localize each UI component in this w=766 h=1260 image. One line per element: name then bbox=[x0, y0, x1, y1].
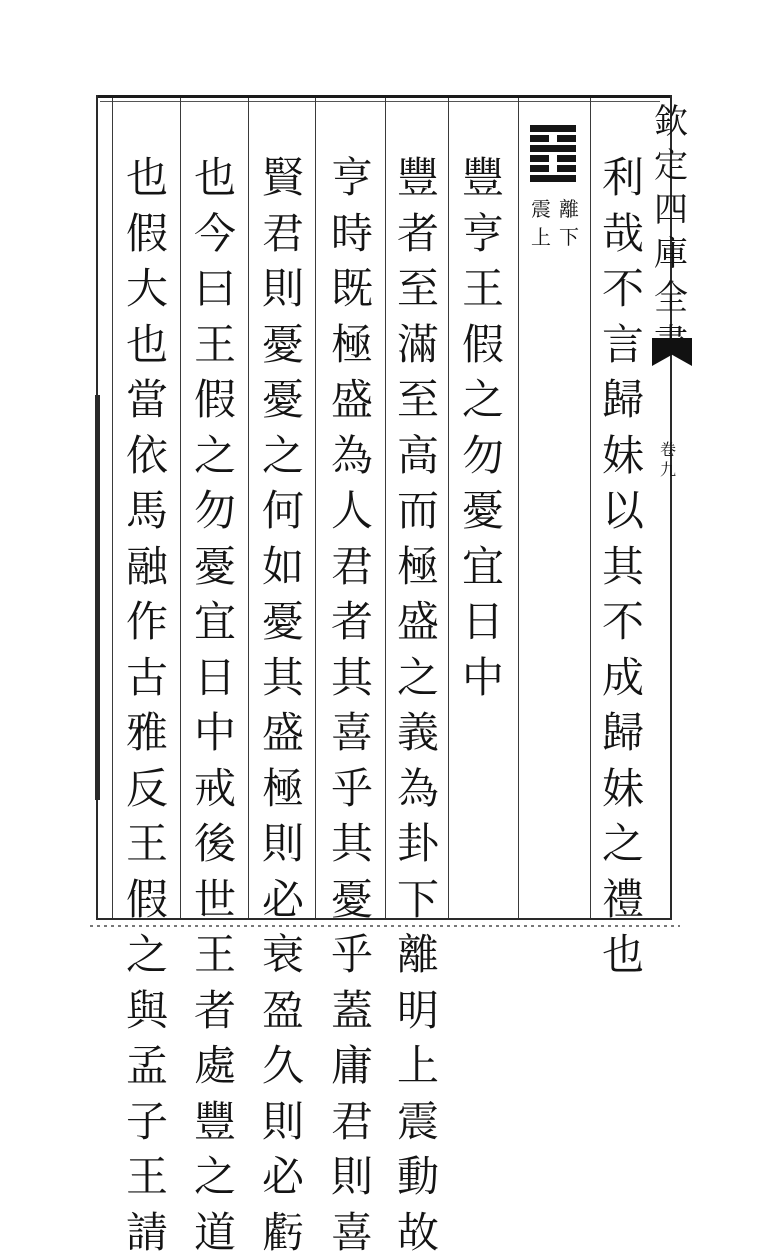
glyph: 之 bbox=[190, 1149, 240, 1205]
glyph: 時 bbox=[327, 206, 377, 262]
glyph: 久 bbox=[258, 1038, 308, 1094]
glyph: 作 bbox=[122, 594, 172, 650]
glyph: 其 bbox=[327, 816, 377, 872]
glyph: 歸 bbox=[598, 372, 648, 428]
glyph: 成 bbox=[598, 650, 648, 706]
margin-volume-number bbox=[655, 440, 681, 480]
glyph: 妹 bbox=[598, 428, 648, 484]
glyph: 後 bbox=[190, 816, 240, 872]
glyph: 蓋 bbox=[327, 983, 377, 1039]
glyph: 動 bbox=[393, 1149, 443, 1205]
glyph: 四 bbox=[650, 188, 692, 232]
glyph: 亨 bbox=[458, 206, 508, 262]
glyph: 不 bbox=[598, 261, 648, 317]
upper-trigram-label bbox=[528, 195, 554, 251]
glyph: 豐 bbox=[458, 150, 508, 206]
glyph: 盛 bbox=[258, 705, 308, 761]
glyph: 何 bbox=[258, 483, 308, 539]
glyph: 為 bbox=[327, 428, 377, 484]
glyph: 者 bbox=[393, 206, 443, 262]
glyph: 處 bbox=[190, 1038, 240, 1094]
glyph: 極 bbox=[327, 317, 377, 373]
column-rule bbox=[248, 98, 249, 918]
text-column-1 bbox=[598, 150, 648, 983]
glyph: 之 bbox=[258, 428, 308, 484]
glyph: 憂 bbox=[327, 872, 377, 928]
glyph: 庫 bbox=[650, 232, 692, 276]
glyph: 假 bbox=[122, 206, 172, 262]
glyph: 雅 bbox=[122, 705, 172, 761]
glyph: 其 bbox=[598, 539, 648, 595]
glyph: 勿 bbox=[458, 428, 508, 484]
glyph: 古 bbox=[122, 650, 172, 706]
glyph: 離 bbox=[556, 195, 582, 223]
glyph: 曰 bbox=[190, 261, 240, 317]
glyph: 盛 bbox=[393, 594, 443, 650]
frame-top-inner-rule bbox=[100, 101, 660, 102]
glyph: 者 bbox=[190, 983, 240, 1039]
column-rule bbox=[385, 98, 386, 918]
glyph: 反 bbox=[122, 761, 172, 817]
lower-trigram-label bbox=[556, 195, 582, 251]
glyph: 孟 bbox=[122, 1038, 172, 1094]
glyph: 高 bbox=[393, 428, 443, 484]
glyph: 其 bbox=[258, 650, 308, 706]
glyph: 喜 bbox=[327, 1205, 377, 1260]
glyph: 利 bbox=[598, 150, 648, 206]
column-rule bbox=[518, 98, 519, 918]
glyph: 假 bbox=[190, 372, 240, 428]
hexagram-solid-line bbox=[530, 175, 576, 182]
glyph: 以 bbox=[598, 483, 648, 539]
glyph: 日 bbox=[458, 594, 508, 650]
glyph: 憂 bbox=[258, 594, 308, 650]
glyph: 義 bbox=[393, 705, 443, 761]
glyph: 其 bbox=[327, 650, 377, 706]
glyph: 震 bbox=[528, 195, 554, 223]
column-rule bbox=[590, 98, 591, 918]
glyph: 也 bbox=[122, 317, 172, 373]
glyph: 王 bbox=[190, 927, 240, 983]
glyph: 欽 bbox=[650, 100, 692, 144]
hexagram-broken-line bbox=[557, 135, 576, 142]
glyph: 至 bbox=[393, 372, 443, 428]
frame-bottom-border bbox=[96, 918, 671, 920]
glyph: 全 bbox=[650, 276, 692, 320]
frame-left-thick-bar bbox=[95, 395, 100, 800]
glyph: 滿 bbox=[393, 317, 443, 373]
glyph: 王 bbox=[190, 317, 240, 373]
glyph: 憂 bbox=[258, 372, 308, 428]
glyph: 哉 bbox=[598, 206, 648, 262]
glyph: 也 bbox=[122, 150, 172, 206]
glyph: 君 bbox=[327, 539, 377, 595]
hexagram-solid-line bbox=[530, 145, 576, 152]
text-column-8 bbox=[122, 150, 172, 1260]
glyph: 禮 bbox=[598, 872, 648, 928]
glyph: 之 bbox=[393, 650, 443, 706]
glyph: 則 bbox=[258, 816, 308, 872]
glyph: 世 bbox=[190, 872, 240, 928]
column-rule bbox=[448, 98, 449, 918]
hexagram-broken-line bbox=[530, 165, 549, 172]
glyph: 則 bbox=[258, 1094, 308, 1150]
glyph: 為 bbox=[393, 761, 443, 817]
glyph: 不 bbox=[598, 594, 648, 650]
glyph: 今 bbox=[190, 206, 240, 262]
glyph: 勿 bbox=[190, 483, 240, 539]
glyph: 則 bbox=[258, 261, 308, 317]
glyph: 乎 bbox=[327, 761, 377, 817]
hexagram-broken-line bbox=[557, 155, 576, 162]
glyph: 極 bbox=[393, 539, 443, 595]
glyph: 請 bbox=[122, 1205, 172, 1260]
glyph: 賢 bbox=[258, 150, 308, 206]
glyph: 歸 bbox=[598, 705, 648, 761]
glyph: 憂 bbox=[258, 317, 308, 373]
column-rule bbox=[315, 98, 316, 918]
glyph: 衰 bbox=[258, 927, 308, 983]
frame-bottom-dotted-rule bbox=[90, 925, 680, 927]
glyph: 至 bbox=[393, 261, 443, 317]
glyph: 之 bbox=[598, 816, 648, 872]
glyph: 當 bbox=[122, 372, 172, 428]
glyph: 明 bbox=[393, 983, 443, 1039]
glyph: 卷 bbox=[660, 440, 676, 460]
glyph: 妹 bbox=[598, 761, 648, 817]
glyph: 也 bbox=[598, 927, 648, 983]
glyph: 既 bbox=[327, 261, 377, 317]
glyph: 豐 bbox=[393, 150, 443, 206]
glyph: 盈 bbox=[258, 983, 308, 1039]
glyph: 九 bbox=[660, 460, 676, 480]
glyph: 喜 bbox=[327, 705, 377, 761]
glyph: 人 bbox=[327, 483, 377, 539]
glyph: 宜 bbox=[458, 539, 508, 595]
glyph: 上 bbox=[528, 223, 554, 251]
glyph: 君 bbox=[258, 206, 308, 262]
glyph: 必 bbox=[258, 872, 308, 928]
glyph: 離 bbox=[393, 927, 443, 983]
glyph: 定 bbox=[650, 144, 692, 188]
hexagram-broken-line bbox=[557, 165, 576, 172]
column-rule bbox=[112, 98, 113, 918]
glyph: 如 bbox=[258, 539, 308, 595]
glyph: 戒 bbox=[190, 761, 240, 817]
glyph: 憂 bbox=[458, 483, 508, 539]
text-column-5 bbox=[327, 150, 377, 1260]
hexagram-broken-line bbox=[530, 135, 549, 142]
glyph: 宜 bbox=[190, 594, 240, 650]
glyph: 而 bbox=[393, 483, 443, 539]
glyph: 庸 bbox=[327, 1038, 377, 1094]
glyph: 中 bbox=[458, 650, 508, 706]
hexagram-broken-line bbox=[530, 155, 549, 162]
glyph: 豐 bbox=[190, 1094, 240, 1150]
text-column-7 bbox=[190, 150, 240, 1260]
glyph: 亨 bbox=[327, 150, 377, 206]
glyph: 故 bbox=[393, 1205, 443, 1260]
text-column-3 bbox=[458, 150, 508, 705]
glyph: 上 bbox=[393, 1038, 443, 1094]
text-column-6 bbox=[258, 150, 308, 1260]
glyph: 與 bbox=[122, 983, 172, 1039]
glyph: 也 bbox=[190, 150, 240, 206]
glyph: 極 bbox=[258, 761, 308, 817]
glyph: 融 bbox=[122, 539, 172, 595]
hexagram-solid-line bbox=[530, 125, 576, 132]
column-rule bbox=[180, 98, 181, 918]
glyph: 大 bbox=[122, 261, 172, 317]
frame-top-border bbox=[96, 95, 671, 98]
text-column-4 bbox=[393, 150, 443, 1260]
glyph: 虧 bbox=[258, 1205, 308, 1260]
glyph: 必 bbox=[258, 1149, 308, 1205]
glyph: 王 bbox=[122, 1149, 172, 1205]
glyph: 道 bbox=[190, 1205, 240, 1260]
glyph: 乎 bbox=[327, 927, 377, 983]
glyph: 假 bbox=[122, 872, 172, 928]
glyph: 言 bbox=[598, 317, 648, 373]
glyph: 下 bbox=[556, 223, 582, 251]
glyph: 假 bbox=[458, 317, 508, 373]
glyph: 依 bbox=[122, 428, 172, 484]
glyph: 子 bbox=[122, 1094, 172, 1150]
glyph: 日 bbox=[190, 650, 240, 706]
glyph: 馬 bbox=[122, 483, 172, 539]
glyph: 君 bbox=[327, 1094, 377, 1150]
glyph: 憂 bbox=[190, 539, 240, 595]
glyph: 者 bbox=[327, 594, 377, 650]
glyph: 盛 bbox=[327, 372, 377, 428]
glyph: 則 bbox=[327, 1149, 377, 1205]
glyph: 王 bbox=[122, 816, 172, 872]
margin-book-title bbox=[650, 100, 692, 364]
glyph: 之 bbox=[122, 927, 172, 983]
glyph: 之 bbox=[190, 428, 240, 484]
glyph: 下 bbox=[393, 872, 443, 928]
glyph: 中 bbox=[190, 705, 240, 761]
glyph: 之 bbox=[458, 372, 508, 428]
glyph: 王 bbox=[458, 261, 508, 317]
glyph: 震 bbox=[393, 1094, 443, 1150]
glyph: 卦 bbox=[393, 816, 443, 872]
feng-hexagram-icon bbox=[530, 125, 576, 187]
